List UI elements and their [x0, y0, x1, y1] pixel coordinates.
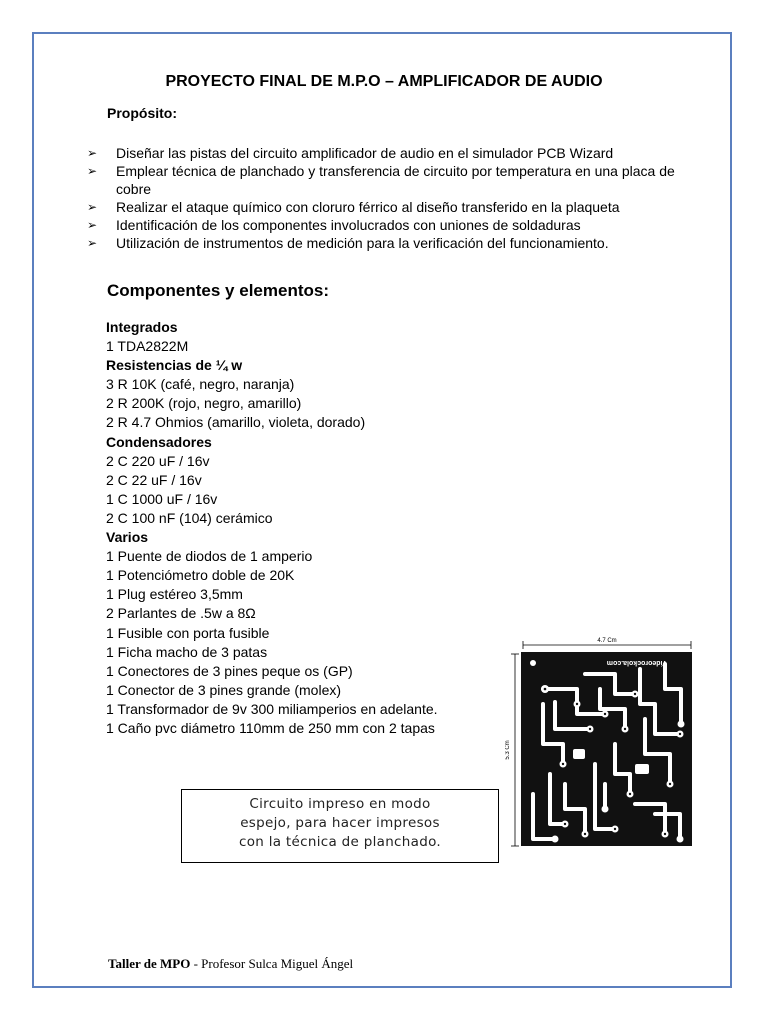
- footer-teacher: - Profesor Sulca Miguel Ángel: [190, 956, 354, 971]
- component-item: 2 C 220 uF / 16v: [106, 452, 210, 469]
- pcb-note-box: [181, 789, 499, 863]
- component-item: 1 Conectores de 3 pines peque os (GP): [106, 662, 353, 679]
- purpose-item: ➢ Realizar el ataque químico con cloruro férrico al diseño transferido en la plaqueta: [87, 198, 707, 216]
- component-item: 1 Potenciómetro doble de 20K: [106, 567, 295, 584]
- purpose-heading: Propósito:: [107, 105, 177, 121]
- pcb-drawing: [505, 634, 700, 849]
- component-item: 2 C 22 uF / 16v: [106, 471, 202, 488]
- note-line: espejo, para hacer impresos: [240, 815, 440, 831]
- varios-heading: Varios: [106, 529, 149, 546]
- component-item: 1 Conector de 3 pines grande (molex): [106, 681, 342, 698]
- page-footer: [108, 956, 353, 972]
- components-heading: Componentes y elementos:: [107, 281, 329, 300]
- component-item: 1 Caño pvc diámetro 110mm de 250 mm con 2 tapas: [106, 719, 435, 736]
- component-item: 1 Transformador de 9v 300 miliamperios en adelante.: [106, 700, 438, 717]
- component-item: 2 R 200K (rojo, negro, amarillo): [106, 395, 302, 412]
- purpose-item: ➢ Utilización de instrumentos de medición para la verificación del funcionamiento.: [87, 234, 707, 252]
- component-item: 2 Parlantes de .5w a 8Ω: [106, 605, 256, 622]
- component-item: 1 Plug estéreo 3,5mm: [106, 586, 243, 603]
- component-item: 2 R 4.7 Ohmios (amarillo, violeta, dorado): [106, 414, 366, 431]
- purpose-item: ➢ Emplear técnica de planchado y transferencia de circuito por temperatura en una placa de cobre: [87, 162, 707, 198]
- resistencias-heading: Resistencias de ¼ w: [106, 357, 243, 374]
- note-line: Circuito impreso en modo: [249, 796, 431, 812]
- integrados-heading: Integrados: [106, 319, 178, 335]
- component-item: 1 Fusible con porta fusible: [106, 624, 270, 641]
- pcb-layout-image: [505, 634, 700, 849]
- component-item: 1 C 1000 uF / 16v: [106, 490, 218, 507]
- pcb-brand-label: Videorockola.com: [606, 659, 667, 666]
- page-title: PROYECTO FINAL DE M.P.O – AMPLIFICADOR DE AUDIO: [165, 73, 603, 90]
- footer-course: Taller de MPO: [108, 956, 191, 971]
- note-line: con la técnica de planchado.: [238, 834, 441, 850]
- purpose-item: ➢ Identificación de los componentes involucrados con uniones de soldaduras: [87, 216, 707, 234]
- component-item: 1 Ficha macho de 3 patas: [106, 643, 268, 660]
- condensadores-heading: Condensadores: [106, 433, 212, 450]
- component-item: 2 C 100 nF (104) cerámico: [106, 509, 273, 526]
- purpose-list: [87, 144, 707, 252]
- width-label: 4.7 Cm: [597, 638, 617, 644]
- components-list: [106, 318, 438, 738]
- component-item: 1 Puente de diodos de 1 amperio: [106, 548, 313, 565]
- purpose-item: ➢ Diseñar las pistas del circuito amplificador de audio en el simulador PCB Wizard: [87, 144, 707, 162]
- component-item: 3 R 10K (café, negro, naranja): [106, 376, 295, 393]
- component-item: 1 TDA2822M: [106, 338, 189, 355]
- height-label: 5.3 Cm: [505, 740, 511, 760]
